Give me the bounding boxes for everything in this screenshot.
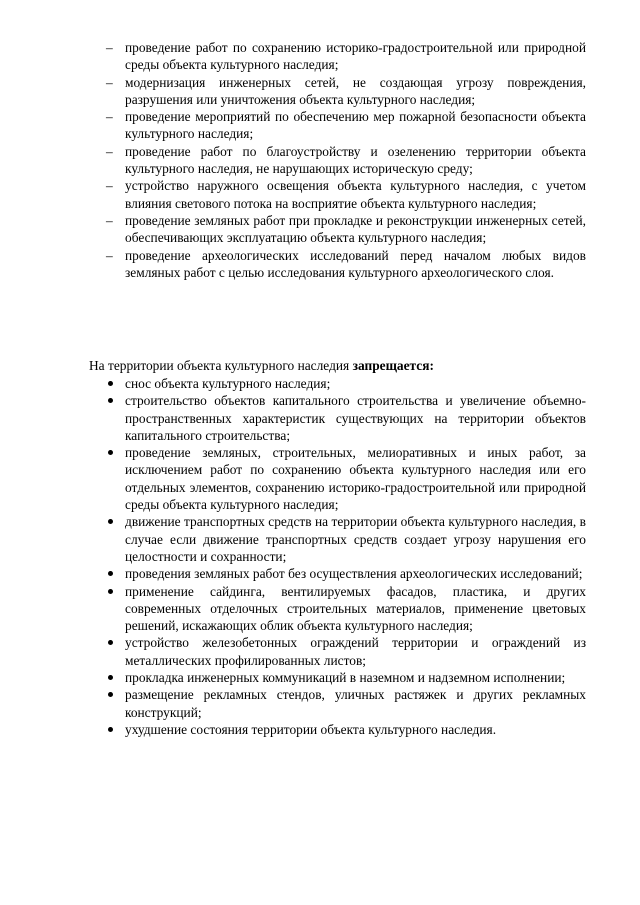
list-item: – проведение мероприятий по обеспечению мер пожарной безопасности объекта культурного наследия; <box>106 108 586 143</box>
list-item: – проведение археологических исследований перед началом любых видов земляных работ с целью исследования культурного археологического слоя. <box>106 247 586 282</box>
allowed-works-list <box>106 39 586 281</box>
list-item: снос объекта культурного наследия; <box>106 375 586 392</box>
prohibited-works-list <box>106 375 586 738</box>
list-item: прокладка инженерных коммуникаций в наземном и надземном исполнении; <box>106 669 586 686</box>
list-item: – проведение работ по сохранению историко-градостроительной или природной среды объекта культурного наследия; <box>106 39 586 74</box>
list-item: движение транспортных средств на территории объекта культурного наследия, в случае если движение транспортных средств создает угрозу нарушения его целостности и сохранности; <box>106 513 586 565</box>
list-item: проведение земляных, строительных, мелиоративных и иных работ, за исключением работ по сохранению объекта культурного наследия или его отдельных элементов, сохранению историко-градостроительной или природной среды объекта культурного наследия; <box>106 444 586 513</box>
list-item: – модернизация инженерных сетей, не создающая угрозу повреждения, разрушения или уничтожения объекта культурного наследия; <box>106 74 586 109</box>
list-item: – устройство наружного освещения объекта культурного наследия, с учетом влияния светового потока на восприятие объекта культурного наследия; <box>106 177 586 212</box>
prohibited-intro <box>89 357 586 374</box>
list-item: ухудшение состояния территории объекта культурного наследия. <box>106 721 586 738</box>
list-item: проведения земляных работ без осуществления археологических исследований; <box>106 565 586 582</box>
list-item: – проведение работ по благоустройству и озеленению территории объекта культурного наследия, не нарушающих историческую среду; <box>106 143 586 178</box>
list-item: – проведение земляных работ при прокладке и реконструкции инженерных сетей, обеспечивающих эксплуатацию объекта культурного наследия; <box>106 212 586 247</box>
list-item: строительство объектов капитального строительства и увеличение объемно-пространственных характеристик существующих на территории объектов капитального строительства; <box>106 392 586 444</box>
list-item: применение сайдинга, вентилируемых фасадов, пластика, и других современных отделочных строительных материалов, применение цветовых решений, искажающих облик объекта культурного наследия; <box>106 583 586 635</box>
prohibited-emphasis: запрещается: <box>352 358 434 373</box>
list-item: устройство железобетонных ограждений территории и ограждений из металлических профилированных листов; <box>106 634 586 669</box>
list-item: размещение рекламных стендов, уличных растяжек и других рекламных конструкций; <box>106 686 586 721</box>
prohibited-intro-text: На территории объекта культурного наследия <box>89 358 350 373</box>
